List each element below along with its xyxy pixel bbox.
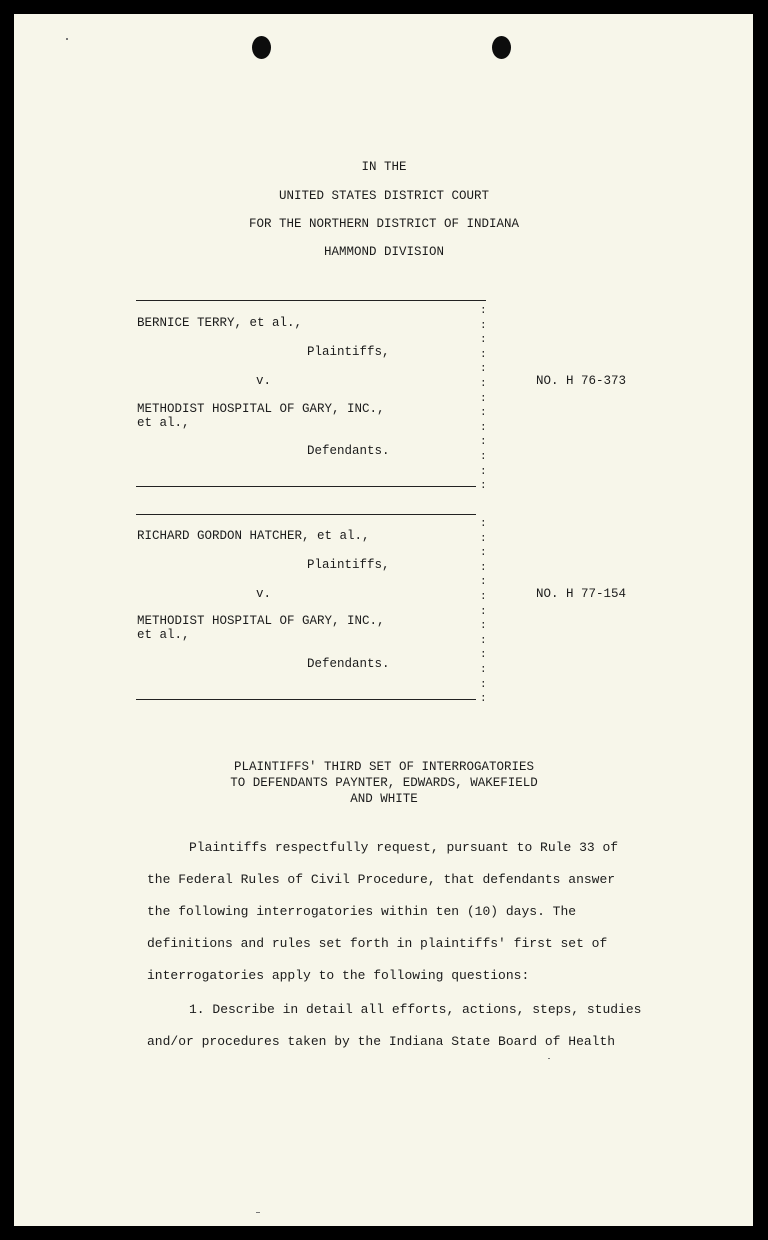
document-title-line-1: PLAINTIFFS' THIRD SET OF INTERROGATORIES bbox=[233, 760, 535, 774]
case-2-defendant-etal: et al., bbox=[137, 628, 190, 642]
caption-bottom-rule bbox=[136, 699, 476, 700]
document-title-line-2: TO DEFENDANTS PAYNTER, EDWARDS, WAKEFIELD bbox=[230, 776, 538, 790]
case-2-plaintiff-role: Plaintiffs, bbox=[307, 558, 390, 572]
body-line: the Federal Rules of Civil Procedure, that defendants answer bbox=[147, 872, 616, 887]
document-title-line-3: AND WHITE bbox=[350, 792, 418, 806]
case-1-versus: v. bbox=[256, 374, 272, 388]
case-2-number: NO. H 77-154 bbox=[536, 587, 627, 601]
body-line: the following interrogatories within ten (10) days. The bbox=[147, 904, 577, 919]
punch-hole-right bbox=[492, 36, 511, 59]
heading-district: FOR THE NORTHERN DISTRICT OF INDIANA bbox=[248, 217, 520, 231]
scan-speck bbox=[256, 1212, 260, 1213]
body-line: 1. Describe in detail all efforts, actions, steps, studies bbox=[189, 1002, 642, 1017]
case-1-defendant-etal: et al., bbox=[137, 416, 190, 430]
case-2-defendant-role: Defendants. bbox=[307, 657, 390, 671]
case-2-plaintiff: RICHARD GORDON HATCHER, et al., bbox=[137, 529, 370, 543]
case-1-defendant-role: Defendants. bbox=[307, 444, 390, 458]
case-2-versus: v. bbox=[256, 587, 272, 601]
heading-division: HAMMOND DIVISION bbox=[323, 245, 445, 259]
caption-top-rule bbox=[136, 300, 486, 301]
case-1-plaintiff-role: Plaintiffs, bbox=[307, 345, 390, 359]
case-1-number: NO. H 76-373 bbox=[536, 374, 627, 388]
heading-court-name: UNITED STATES DISTRICT COURT bbox=[278, 189, 490, 203]
body-line: interrogatories apply to the following questions: bbox=[147, 968, 530, 983]
case-1-plaintiff: BERNICE TERRY, et al., bbox=[137, 316, 303, 330]
caption-top-rule bbox=[136, 514, 476, 515]
scan-speck bbox=[66, 38, 68, 40]
scan-speck bbox=[548, 1058, 550, 1059]
body-line: and/or procedures taken by the Indiana State Board of Health bbox=[147, 1034, 616, 1049]
punch-hole-left bbox=[252, 36, 271, 59]
case-2-defendant: METHODIST HOSPITAL OF GARY, INC., bbox=[137, 614, 385, 628]
body-line: Plaintiffs respectfully request, pursuant to Rule 33 of bbox=[189, 840, 619, 855]
caption-bottom-rule bbox=[136, 486, 476, 487]
caption-colon-column: : : : : : : : : : : : : : bbox=[480, 305, 487, 493]
case-1-defendant: METHODIST HOSPITAL OF GARY, INC., bbox=[137, 402, 385, 416]
caption-colon-column: : : : : : : : : : : : : : bbox=[480, 518, 487, 706]
heading-in-the: IN THE bbox=[361, 160, 407, 174]
body-line: definitions and rules set forth in plaintiffs' first set of bbox=[147, 936, 608, 951]
